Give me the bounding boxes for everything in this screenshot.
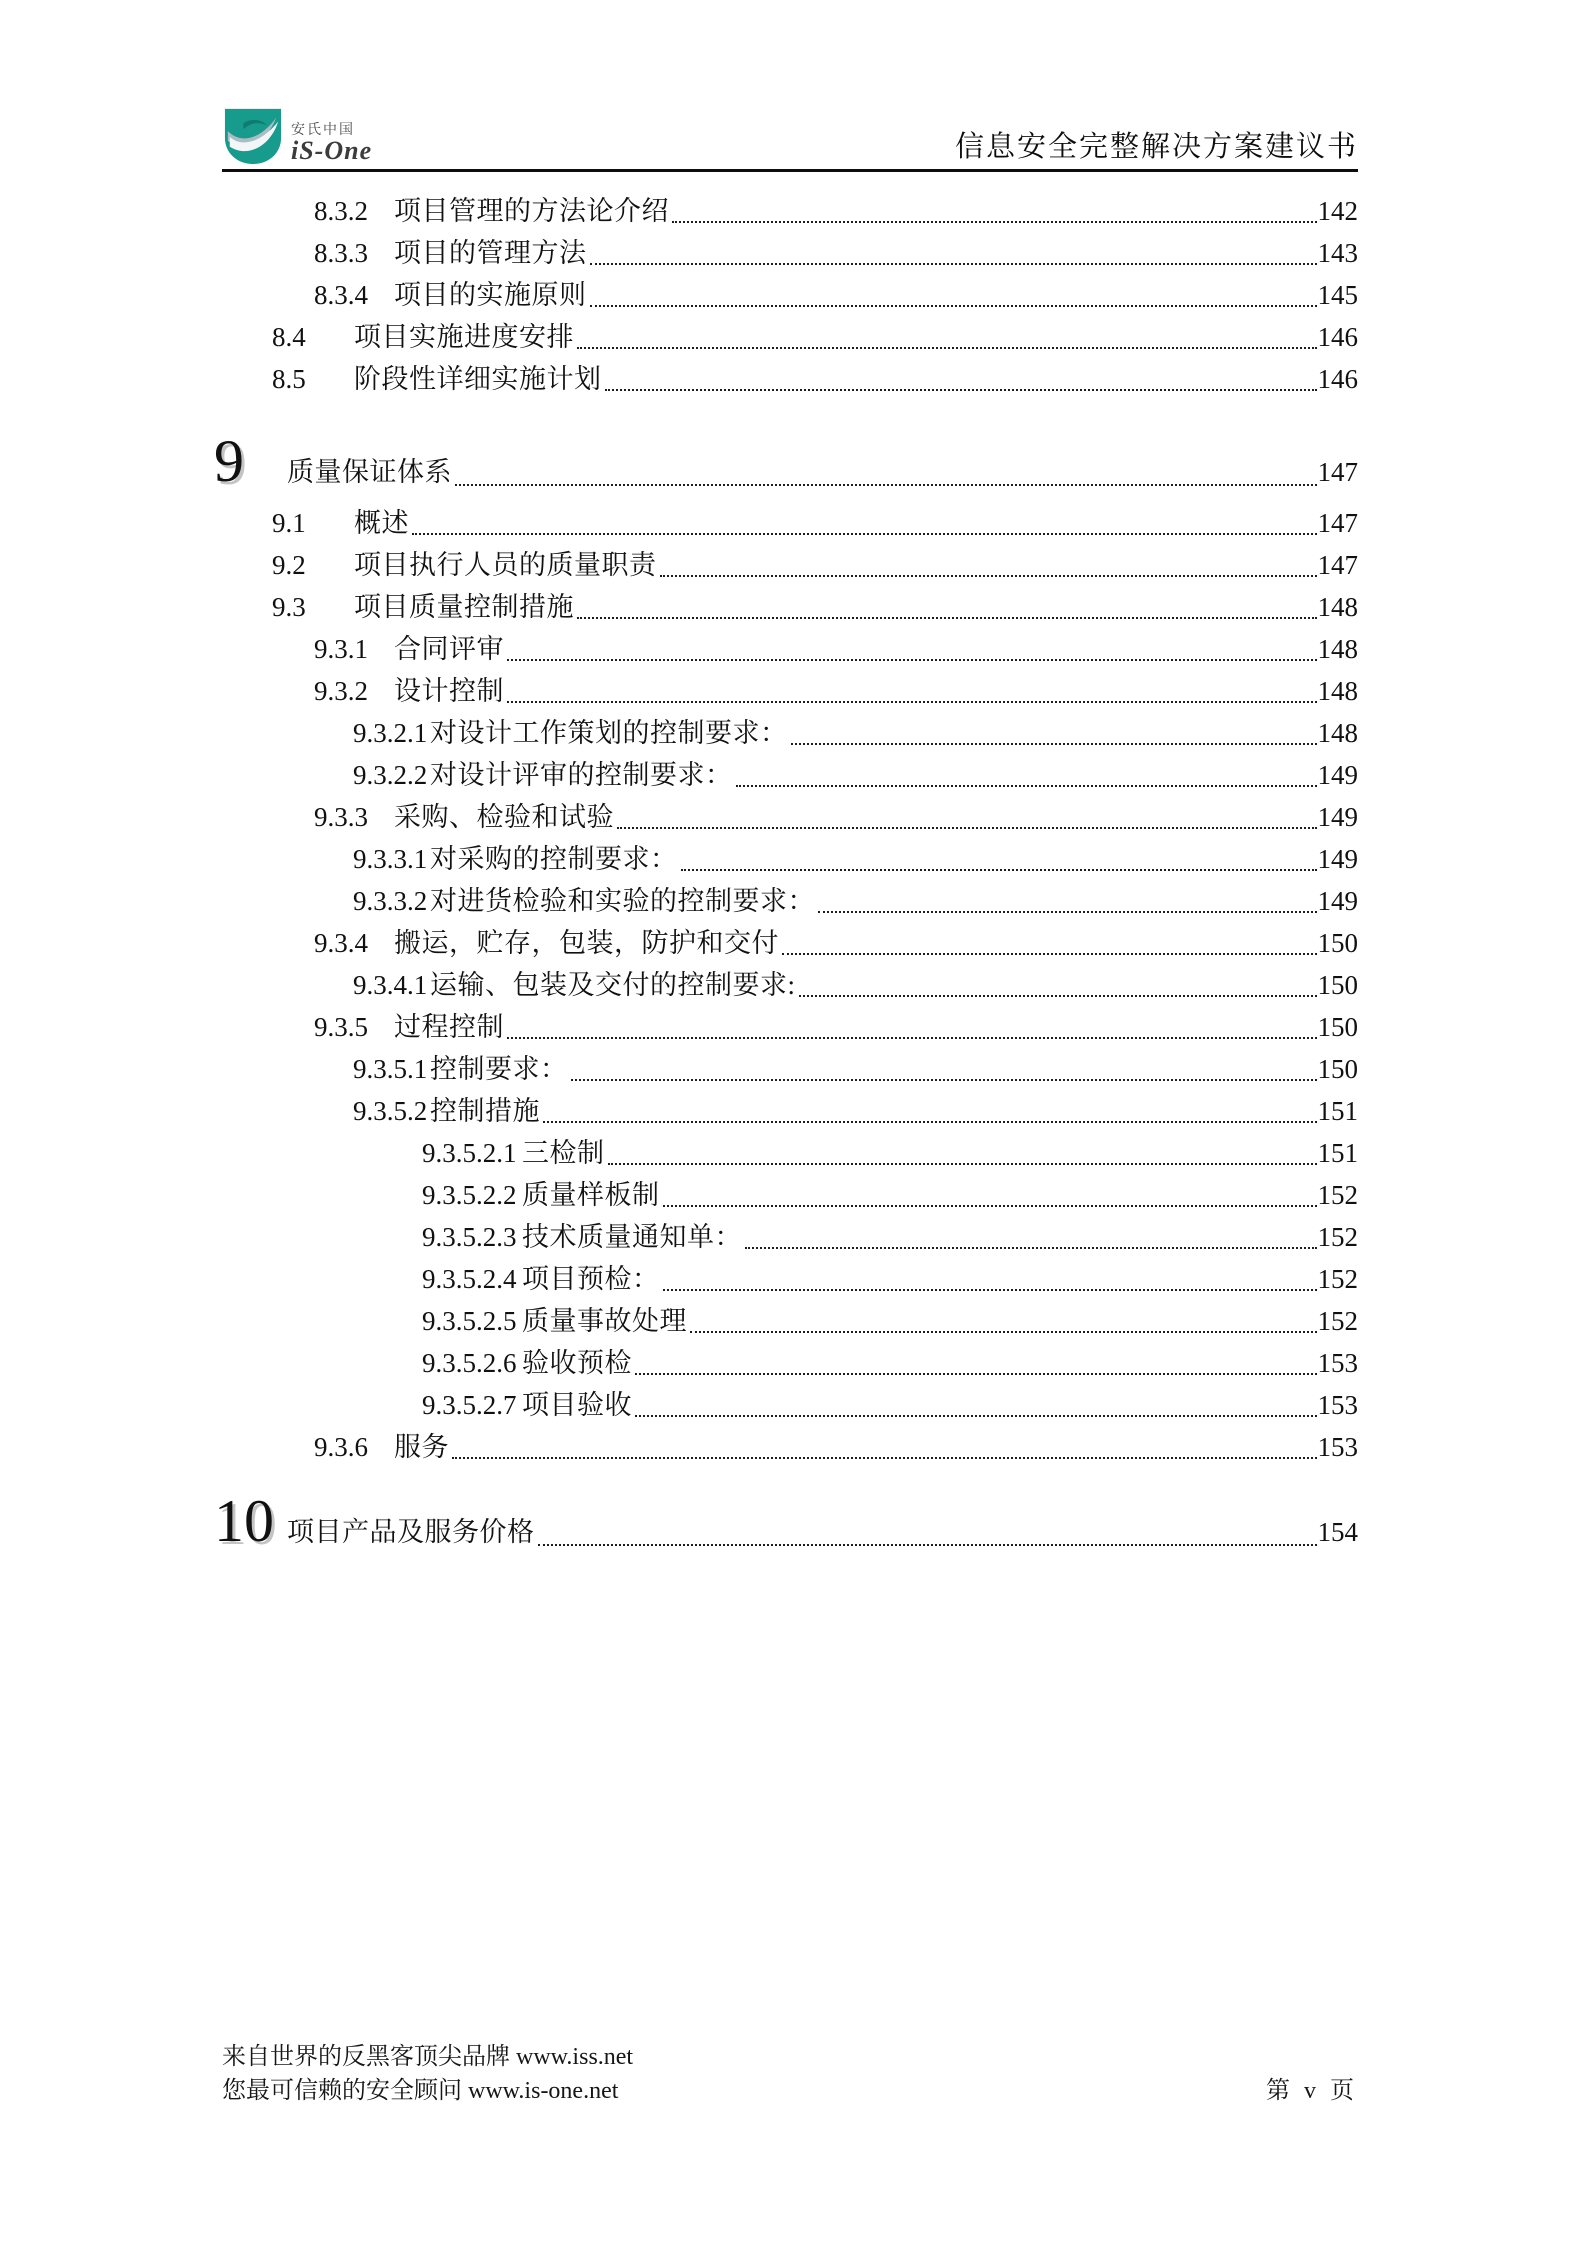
toc-entry-number: 8.5	[272, 364, 306, 394]
toc-entry[interactable]	[222, 358, 1358, 400]
logo-brand-chinese: 安氏中国	[291, 121, 355, 137]
toc-entry-title: 项目质量控制措施	[354, 592, 574, 622]
toc-entry[interactable]	[222, 274, 1358, 316]
toc-entry-page: 150	[1317, 970, 1358, 1000]
toc-entry-page: 153	[1317, 1390, 1358, 1420]
toc-entry-title: 阶段性详细实施计划	[354, 364, 602, 394]
toc-entry-number: 9.3.5.2.1	[422, 1138, 517, 1168]
dotted-leader	[791, 743, 1317, 745]
toc-entry[interactable]	[222, 190, 1358, 232]
dotted-leader	[690, 1331, 1317, 1333]
toc-entry[interactable]	[222, 232, 1358, 274]
dotted-leader	[507, 1037, 1317, 1039]
dotted-leader	[663, 1205, 1317, 1207]
toc-entry-number: 9.3.5.1	[353, 1054, 428, 1084]
dotted-leader	[571, 1079, 1317, 1081]
dotted-leader	[577, 617, 1317, 619]
dotted-leader	[818, 911, 1317, 913]
toc-entry-page: 149	[1317, 760, 1358, 790]
dotted-leader	[745, 1247, 1317, 1249]
dotted-leader	[635, 1373, 1317, 1375]
toc-entry-title: 控制要求：	[430, 1054, 568, 1084]
toc-entry[interactable]	[214, 1484, 1358, 1558]
toc-entry[interactable]	[222, 1090, 1358, 1132]
dotted-leader	[663, 1289, 1317, 1291]
dotted-leader	[412, 533, 1317, 535]
toc-entry[interactable]	[222, 712, 1358, 754]
toc-entry-page: 142	[1317, 196, 1358, 226]
toc-entry-title: 三检制	[522, 1138, 605, 1168]
toc-entry-number: 9.3.5.2.6	[422, 1348, 517, 1378]
toc-entry-page: 149	[1317, 886, 1358, 916]
toc-entry[interactable]	[222, 1048, 1358, 1090]
toc-entry-title: 项目预检：	[522, 1264, 660, 1294]
dotted-leader	[660, 575, 1317, 577]
toc-entry-page: 149	[1317, 802, 1358, 832]
toc-entry-page: 146	[1317, 322, 1358, 352]
toc-entry[interactable]	[222, 838, 1358, 880]
toc-entry[interactable]	[214, 424, 1358, 498]
toc-entry-number: 9.3.1	[314, 634, 368, 664]
page-header	[222, 104, 1358, 172]
toc-entry-title: 项目验收	[522, 1390, 632, 1420]
toc-entry[interactable]	[222, 880, 1358, 922]
toc-entry-number: 9.3.5.2	[353, 1096, 428, 1126]
toc-entry-page: 150	[1317, 1012, 1358, 1042]
footer-tagline-iss: 来自世界的反黑客顶尖品牌 www.iss.net	[222, 2044, 634, 2070]
logo-text	[291, 122, 372, 166]
toc-entry-number: 9.3.5.2.2	[422, 1180, 517, 1210]
toc-entry-title: 搬运，贮存，包装，防护和交付	[394, 928, 779, 958]
toc-entry-number: 8.3.2	[314, 196, 368, 226]
toc-entry-title: 设计控制	[394, 676, 504, 706]
toc-entry-number: 8.3.4	[314, 280, 368, 310]
toc-entry-number: 8.4	[272, 322, 306, 352]
dotted-leader	[672, 221, 1317, 223]
toc-entry-title: 对设计评审的控制要求：	[430, 760, 733, 790]
toc-entry[interactable]	[222, 544, 1358, 586]
toc-entry[interactable]	[222, 502, 1358, 544]
toc-entry-number: 9.3.4.1	[353, 970, 428, 1000]
toc-entry-number: 9.3.6	[314, 1432, 368, 1462]
toc-entry-title: 技术质量通知单：	[522, 1222, 742, 1252]
toc-entry[interactable]	[222, 316, 1358, 358]
toc-entry-number: 9.2	[272, 550, 306, 580]
dotted-leader	[590, 305, 1317, 307]
toc-entry-title: 控制措施	[430, 1096, 540, 1126]
toc-entry-number: 9.3.2	[314, 676, 368, 706]
toc-entry[interactable]	[222, 1258, 1358, 1300]
dotted-leader	[543, 1121, 1317, 1123]
toc-entry-page: 148	[1317, 718, 1358, 748]
toc-entry-number: 9.1	[272, 508, 306, 538]
toc-entry-number: 10	[214, 1488, 274, 1554]
toc-entry[interactable]	[222, 1384, 1358, 1426]
dotted-leader	[736, 785, 1317, 787]
toc-list	[214, 190, 1358, 1558]
toc-entry-page: 151	[1317, 1138, 1358, 1168]
toc-entry[interactable]	[222, 670, 1358, 712]
toc-entry-title: 质量保证体系	[287, 457, 452, 487]
toc-entry-page: 147	[1317, 550, 1358, 580]
page-footer	[222, 2040, 1358, 2108]
toc-entry-title: 采购、检验和试验	[394, 802, 614, 832]
footer-tagline-isone: 您最可信赖的安全顾问 www.is-one.net	[222, 2078, 619, 2104]
toc-entry[interactable]	[222, 964, 1358, 1006]
toc-entry-number: 9.3.5.2.5	[422, 1306, 517, 1336]
toc-entry-title: 项目管理的方法论介绍	[394, 196, 669, 226]
footer-taglines	[222, 2040, 633, 2108]
toc-entry-number: 9.3.5	[314, 1012, 368, 1042]
toc-entry-title: 服务	[394, 1432, 449, 1462]
dotted-leader	[507, 659, 1317, 661]
page-number-indicator: 第 v 页	[1266, 2078, 1358, 2104]
dotted-leader	[799, 995, 1317, 997]
toc-entry[interactable]	[222, 1342, 1358, 1384]
toc-entry-title: 对进货检验和实验的控制要求：	[430, 886, 815, 916]
toc-entry-title: 项目的管理方法	[394, 238, 587, 268]
toc-entry-number: 9.3.3.2	[353, 886, 428, 916]
toc-entry-number: 9.3.5.2.4	[422, 1264, 517, 1294]
toc-entry[interactable]	[222, 1216, 1358, 1258]
toc-entry[interactable]	[222, 1132, 1358, 1174]
toc-entry[interactable]	[222, 1006, 1358, 1048]
toc-entry-title: 质量事故处理	[522, 1306, 687, 1336]
toc-entry-number: 9.3.3	[314, 802, 368, 832]
toc-entry-page: 153	[1317, 1348, 1358, 1378]
toc-entry-page: 154	[1317, 1517, 1358, 1547]
toc-entry[interactable]	[222, 586, 1358, 628]
dotted-leader	[635, 1415, 1317, 1417]
dotted-leader	[577, 347, 1317, 349]
dotted-leader	[452, 1457, 1317, 1459]
toc-entry[interactable]	[222, 628, 1358, 670]
toc-entry-page: 152	[1317, 1264, 1358, 1294]
toc-entry-page: 152	[1317, 1180, 1358, 1210]
toc-entry-title: 项目的实施原则	[394, 280, 587, 310]
dotted-leader	[590, 263, 1317, 265]
toc-entry[interactable]	[222, 922, 1358, 964]
toc-entry-page: 143	[1317, 238, 1358, 268]
toc-entry-number: 9.3.5.2.3	[422, 1222, 517, 1252]
toc-entry-page: 151	[1317, 1096, 1358, 1126]
toc-entry-title: 合同评审	[394, 634, 504, 664]
toc-entry-page: 149	[1317, 844, 1358, 874]
toc-entry-page: 150	[1317, 1054, 1358, 1084]
toc-entry-page: 147	[1317, 457, 1358, 487]
document-title: 信息安全完整解决方案建议书	[954, 131, 1358, 163]
toc-entry-page: 153	[1317, 1432, 1358, 1462]
toc-entry-page: 148	[1317, 592, 1358, 622]
toc-entry[interactable]	[222, 796, 1358, 838]
toc-entry-page: 152	[1317, 1222, 1358, 1252]
dotted-leader	[507, 701, 1317, 703]
toc-entry-number: 9	[214, 428, 244, 494]
toc-entry-page: 148	[1317, 634, 1358, 664]
toc-entry-page: 150	[1317, 928, 1358, 958]
toc-entry-page: 146	[1317, 364, 1358, 394]
toc-entry[interactable]	[222, 1426, 1358, 1468]
toc-entry-title: 运输、包装及交付的控制要求:	[430, 970, 796, 1000]
toc-entry-title: 过程控制	[394, 1012, 504, 1042]
toc-entry-page: 148	[1317, 676, 1358, 706]
shield-swoosh-icon	[222, 106, 284, 166]
toc-entry-page: 152	[1317, 1306, 1358, 1336]
toc-entry-title: 项目执行人员的质量职责	[354, 550, 657, 580]
company-logo	[222, 106, 372, 169]
toc-entry-title: 验收预检	[522, 1348, 632, 1378]
dotted-leader	[605, 389, 1317, 391]
toc-entry-title: 项目实施进度安排	[354, 322, 574, 352]
toc-entry-title: 质量样板制	[522, 1180, 660, 1210]
toc-entry-title: 概述	[354, 508, 409, 538]
toc-entry-number: 8.3.3	[314, 238, 368, 268]
toc-entry[interactable]	[222, 1300, 1358, 1342]
toc-entry-page: 145	[1317, 280, 1358, 310]
toc-entry-number: 9.3.2.1	[353, 718, 428, 748]
toc-entry-number: 9.3.4	[314, 928, 368, 958]
dotted-leader	[538, 1544, 1317, 1546]
toc-entry[interactable]	[222, 1174, 1358, 1216]
toc-entry-number: 9.3.5.2.7	[422, 1390, 517, 1420]
logo-brand-english: iS-One	[291, 136, 373, 165]
toc-entry[interactable]	[222, 754, 1358, 796]
toc-entry-number: 9.3	[272, 592, 306, 622]
toc-entry-number: 9.3.2.2	[353, 760, 428, 790]
dotted-leader	[681, 869, 1317, 871]
toc-entry-number: 9.3.3.1	[353, 844, 428, 874]
toc-entry-page: 147	[1317, 508, 1358, 538]
toc-entry-title: 对设计工作策划的控制要求：	[430, 718, 788, 748]
toc-entry-title: 项目产品及服务价格	[287, 1517, 535, 1547]
dotted-leader	[455, 484, 1317, 486]
dotted-leader	[608, 1163, 1317, 1165]
dotted-leader	[617, 827, 1317, 829]
dotted-leader	[782, 953, 1317, 955]
toc-entry-title: 对采购的控制要求：	[430, 844, 678, 874]
